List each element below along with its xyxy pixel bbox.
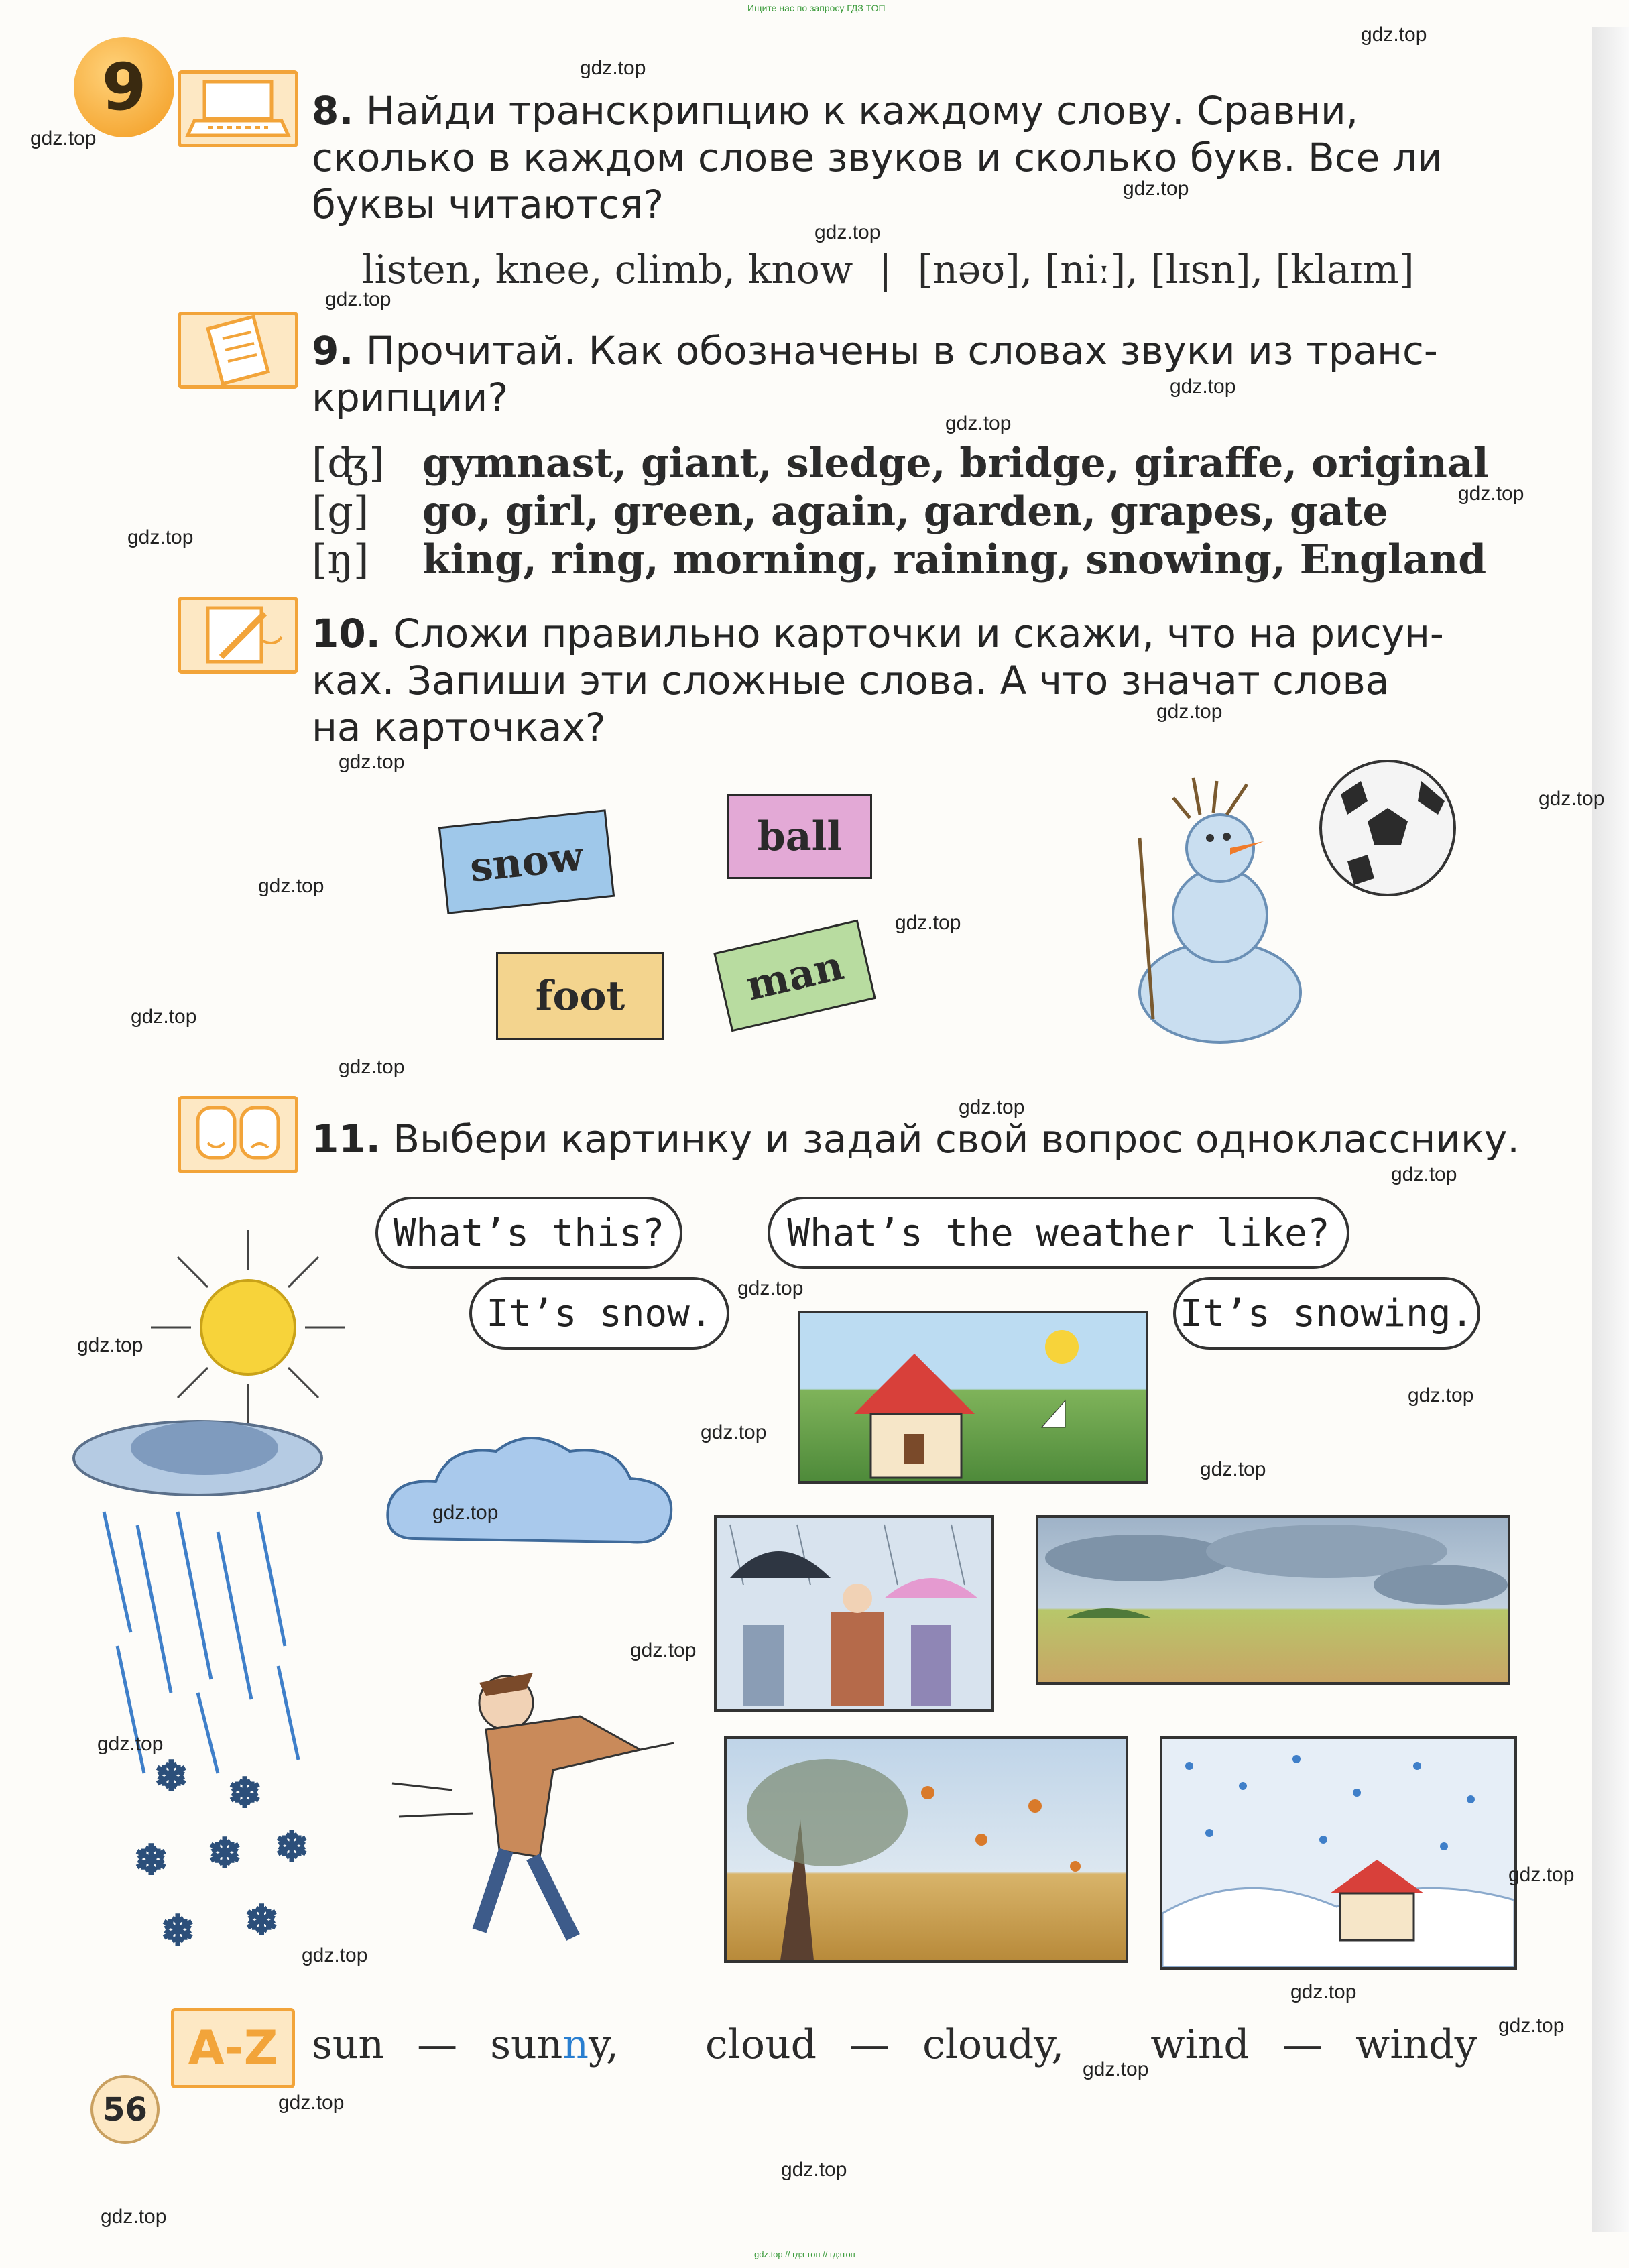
page-number: 56 [103, 2090, 147, 2129]
watermark: gdz.top [127, 526, 194, 548]
ex9-row [312, 536, 1489, 584]
sun-icon [137, 1217, 359, 1438]
svg-text:❄: ❄ [208, 1830, 242, 1877]
ex10-line2: ках. Запиши эти сложные слова. А что значат слова [312, 658, 1390, 703]
az-cloud: cloud [705, 2021, 817, 2068]
page-number-badge [90, 2075, 160, 2144]
watermark: gdz.top [1458, 483, 1524, 505]
ex10-line3: на карточках? [312, 705, 606, 750]
ex8-instructions [312, 87, 1525, 228]
az-cloudy: cloudy, [922, 2021, 1065, 2068]
watermark: gdz.top [432, 1502, 499, 1524]
svg-text:❄: ❄ [134, 1837, 168, 1884]
footer-notice: gdz.top // гдз топ // гдзтоп [754, 2249, 855, 2259]
az-badge [171, 2008, 295, 2088]
watermark: gdz.top [1361, 23, 1427, 46]
picture-rainy-umbrellas[interactable] [714, 1515, 994, 1712]
watermark: gdz.top [1391, 1163, 1457, 1185]
word-card-man[interactable]: man [713, 920, 876, 1032]
ex9-words: king, ring, morning, raining, snowing, England [422, 536, 1487, 583]
rain-cloud-icon [64, 1411, 332, 1787]
picture-snowy-house[interactable] [1160, 1736, 1517, 1970]
page-edge [1592, 27, 1629, 2232]
theatre-masks-icon [178, 1096, 298, 1173]
speech-bubble-its-snow: It’s snow. [469, 1277, 729, 1350]
pen-writing-icon [178, 597, 298, 674]
watermark: gdz.top [302, 1944, 368, 1966]
speech-bubble-its-snowing: It’s snowing. [1173, 1277, 1480, 1350]
watermark: gdz.top [1083, 2058, 1149, 2080]
watermark: gdz.top [701, 1421, 767, 1443]
svg-text:❄: ❄ [275, 1824, 309, 1870]
watermark: gdz.top [1200, 1458, 1266, 1480]
ex9-line1: Прочитай. Как обозначены в словах звуки из транс- [365, 328, 1438, 373]
az-windy: windy [1355, 2021, 1477, 2068]
football-illustration [1314, 754, 1461, 902]
lesson-badge [74, 37, 174, 137]
svg-text:❄: ❄ [161, 1907, 195, 1954]
ex11-instructions [312, 1116, 1520, 1162]
az-dash: — [1282, 2021, 1323, 2068]
ex11-text: Выбери картинку и задай свой вопрос однокласснику. [393, 1116, 1520, 1162]
ex9-row [312, 439, 1489, 487]
watermark: gdz.top [97, 1733, 164, 1755]
ex9-sound-table [312, 439, 1489, 584]
speech-bubble-what-this: What’s this? [375, 1197, 682, 1269]
az-sunny-suffix: y, [588, 2021, 619, 2068]
picture-cloudy-field[interactable] [1036, 1515, 1510, 1685]
svg-text:❄: ❄ [154, 1756, 188, 1800]
cloud-icon [375, 1425, 690, 1572]
laptop-icon [178, 70, 298, 147]
ex8-line1: Найди транскрипцию к каждому слову. Сравни, [365, 88, 1359, 133]
watermark: gdz.top [580, 57, 646, 79]
lesson-number: 9 [101, 50, 147, 125]
watermark: gdz.top [339, 751, 405, 773]
ex8-line3: буквы читаются? [312, 182, 664, 227]
watermark: gdz.top [1498, 2015, 1565, 2037]
windy-man-illustration [379, 1636, 697, 1951]
ex9-words: go, girl, green, again, garden, grapes, gate [422, 488, 1388, 535]
ex10-instructions [312, 610, 1444, 751]
az-dash: — [417, 2021, 458, 2068]
watermark: gdz.top [339, 1056, 405, 1078]
watermark: gdz.top [1290, 1981, 1357, 2003]
az-sun: sun [312, 2021, 385, 2068]
watermark: gdz.top [278, 2092, 345, 2114]
picture-sunny-house[interactable] [798, 1311, 1148, 1484]
az-badge-label: A-Z [188, 2021, 278, 2076]
word-card-ball[interactable]: ball [727, 794, 872, 879]
picture-windy-tree[interactable] [724, 1736, 1128, 1963]
ex9-line2: крипции? [312, 375, 509, 420]
watermark: gdz.top [945, 412, 1012, 434]
watermark: gdz.top [895, 912, 961, 934]
watermark: gdz.top [325, 288, 391, 310]
ex8-separator: | [878, 247, 892, 292]
az-sunny-prefix: sun [490, 2021, 563, 2068]
watermark: gdz.top [814, 221, 881, 243]
az-sunny [490, 2021, 619, 2068]
az-sunny-highlight: n [562, 2021, 589, 2068]
ex9-sound: [ʤ] [312, 440, 385, 487]
az-word-row [312, 2021, 1477, 2068]
svg-text:❄: ❄ [245, 1897, 279, 1944]
top-notice: Ищите нас по запросу ГДЗ ТОП [747, 3, 886, 13]
ex8-transcriptions: [nəʊ], [niː], [lɪsn], [klaɪm] [917, 247, 1414, 292]
watermark: gdz.top [737, 1277, 804, 1299]
watermark: gdz.top [101, 2206, 167, 2228]
snowflakes-icon [134, 1756, 322, 1958]
az-dash: — [849, 2021, 890, 2068]
notebook-icon [178, 312, 298, 389]
ex8-number: 8. [312, 88, 354, 133]
watermark: gdz.top [1508, 1864, 1575, 1886]
watermark: gdz.top [1538, 788, 1605, 810]
ex8-words: listen, knee, climb, know [362, 247, 853, 292]
ex10-number: 10. [312, 611, 381, 656]
watermark: gdz.top [959, 1096, 1025, 1118]
watermark: gdz.top [30, 127, 97, 150]
watermark: gdz.top [1408, 1384, 1474, 1407]
watermark: gdz.top [1123, 178, 1189, 200]
watermark: gdz.top [258, 875, 324, 897]
ex9-sound: [ŋ] [312, 536, 369, 583]
ex11-number: 11. [312, 1116, 381, 1162]
watermark: gdz.top [1156, 701, 1223, 723]
ex10-line1: Сложи правильно карточки и скажи, что на рисун- [393, 611, 1444, 656]
ex9-words: gymnast, giant, sledge, bridge, giraffe, original [422, 440, 1489, 487]
watermark: gdz.top [1170, 375, 1236, 398]
watermark: gdz.top [781, 2159, 847, 2181]
watermark: gdz.top [630, 1639, 697, 1661]
ex9-instructions [312, 327, 1438, 421]
word-card-foot[interactable]: foot [496, 952, 664, 1040]
watermark: gdz.top [131, 1006, 197, 1028]
speech-bubble-weather-question: What’s the weather like? [768, 1197, 1349, 1269]
svg-text:❄: ❄ [228, 1770, 262, 1817]
ex8-line2: сколько в каждом слове звуков и сколько букв. Все ли [312, 135, 1443, 180]
snowman-illustration [1113, 771, 1334, 1053]
ex9-number: 9. [312, 328, 354, 373]
watermark: gdz.top [77, 1334, 143, 1356]
ex9-sound: [g] [312, 488, 369, 535]
word-card-snow[interactable]: snow [438, 809, 615, 914]
ex9-row [312, 487, 1489, 536]
az-wind: wind [1150, 2021, 1250, 2068]
ex8-word-row [362, 247, 1414, 292]
